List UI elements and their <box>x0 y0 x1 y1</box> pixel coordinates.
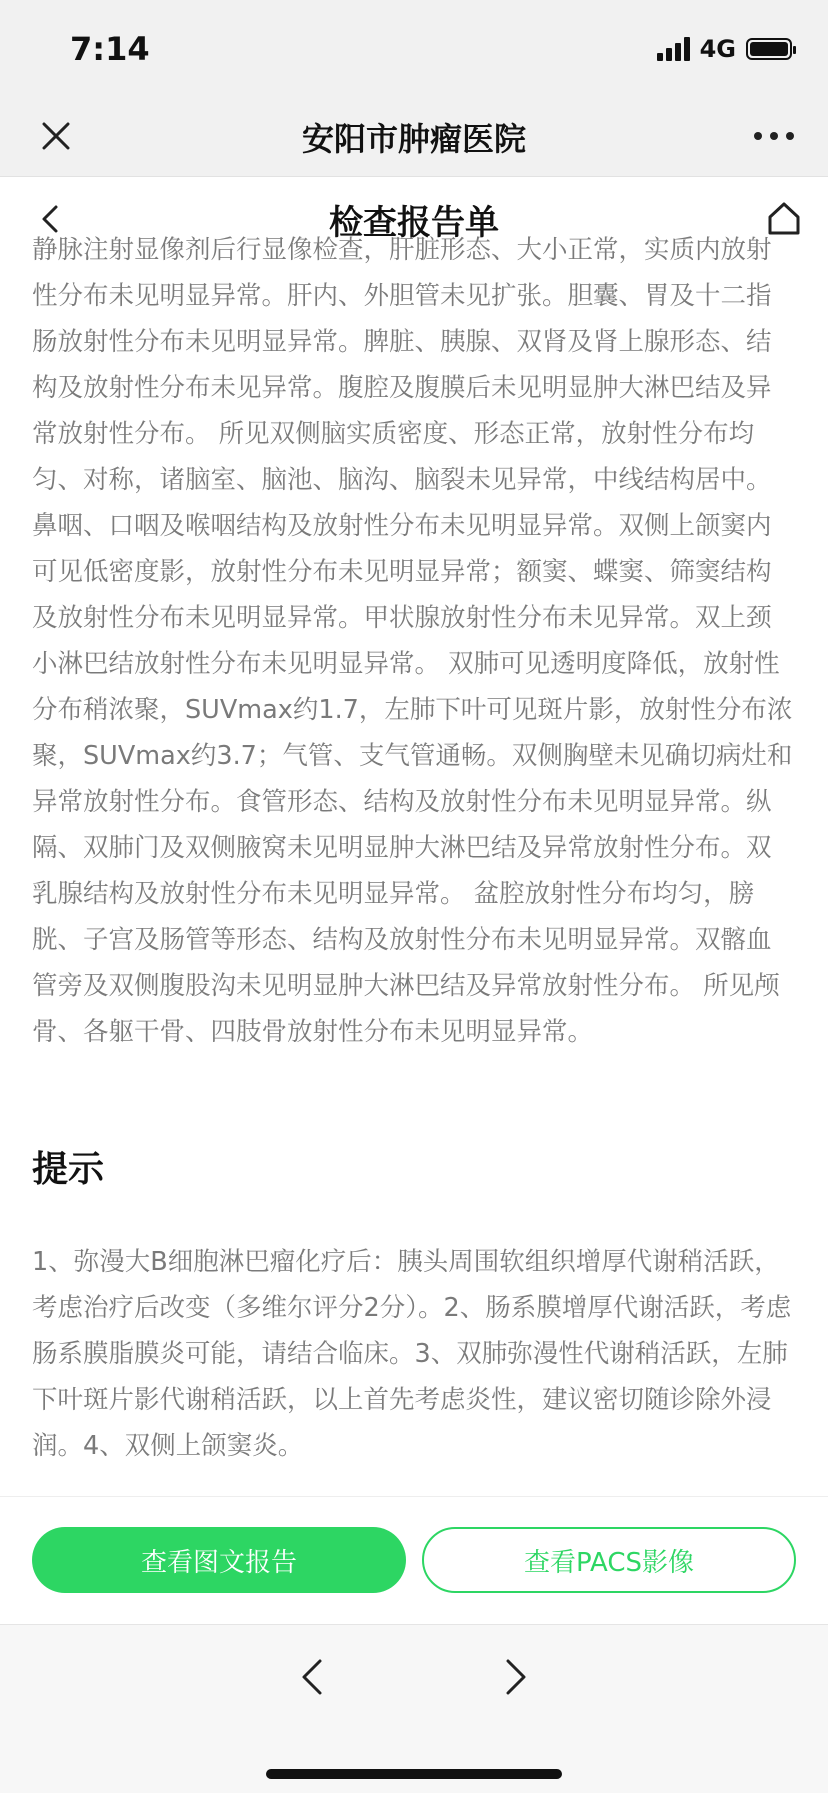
more-icon[interactable] <box>752 122 796 150</box>
app-title: 安阳市肿瘤医院 <box>301 120 526 158</box>
nav-forward-icon[interactable] <box>504 1657 528 1697</box>
status-bar <box>0 0 828 96</box>
browser-nav-bar <box>0 1624 828 1793</box>
home-indicator <box>266 1769 562 1779</box>
action-bar <box>0 1496 828 1625</box>
status-time: 7:14 <box>70 30 150 68</box>
view-report-button[interactable]: 查看图文报告 <box>32 1527 406 1593</box>
view-pacs-button[interactable]: 查看PACS影像 <box>422 1527 796 1593</box>
report-content[interactable] <box>0 235 828 1495</box>
impression-heading: 提示 <box>32 1149 105 1190</box>
report-findings: 静脉注射显像剂后行显像检查，肝脏形态、大小正常，实质内放射性分布未见明显异常。肝内、外胆管未见扩张。胆囊、胃及十二指肠放射性分布未见明显异常。脾脏、胰腺、双肾及肾上腺形态、结构及放射性分布未见异常。腹腔及腹膜后未见明显肿大淋巴结及异常放射性分布。 所见双侧脑实质密度、形态正常，放射性分布均匀、对称，诸脑室、脑池、脑沟、脑裂未见异常，中线结构居中。鼻咽、口咽及喉咽结构及放射性分布未见明显异常。双侧上颌窦内可见低密度影，放射性分布未见明显异常；额窦、蝶窦、筛窦结构及放射性分布未见明显异常。甲状腺放射性分布未见异常。双上颈小淋巴结放射性分布未见明显异常。 双肺可见透明度降低，放射性分布稍浓聚，SUVmax约1.7，左肺下叶可见斑片影，放射性分布浓聚，SUVmax约3.7；气管、支气管通畅。双侧胸壁未见确切病灶和异常放射性分布。食管形态、结构及放射性分布未见明显异常。纵隔、双肺门及双侧腋窝未见明显肿大淋巴结及异常放射性分布。双乳腺结构及放射性分布未见明显异常。 盆腔放射性分布均匀，膀胱、子宫及肠管等形态、结构及放射性分布未见明显异常。双髂血管旁及双侧腹股沟未见明显肿大淋巴结及异常放射性分布。 所见颅骨、各躯干骨、四肢骨放射性分布未见明显异常。 <box>32 235 793 1047</box>
network-label: 4G <box>699 35 736 63</box>
nav-back-icon[interactable] <box>300 1657 324 1697</box>
status-indicators <box>657 34 792 64</box>
report-impression: 1、弥漫大B细胞淋巴瘤化疗后：胰头周围软组织增厚代谢稍活跃，考虑治疗后改变（多维尔评分2分）。2、肠系膜增厚代谢活跃，考虑肠系膜脂膜炎可能，请结合临床。3、双肺弥漫性代谢稍活跃，左肺下叶斑片影代谢稍活跃，以上首先考虑炎性，建议密切随诊除外浸润。4、双侧上颌窦炎。 <box>32 1247 792 1461</box>
app-bar <box>0 96 828 177</box>
battery-icon <box>746 38 792 60</box>
signal-icon <box>657 37 690 61</box>
page-title: 检查报告单 <box>329 203 499 243</box>
